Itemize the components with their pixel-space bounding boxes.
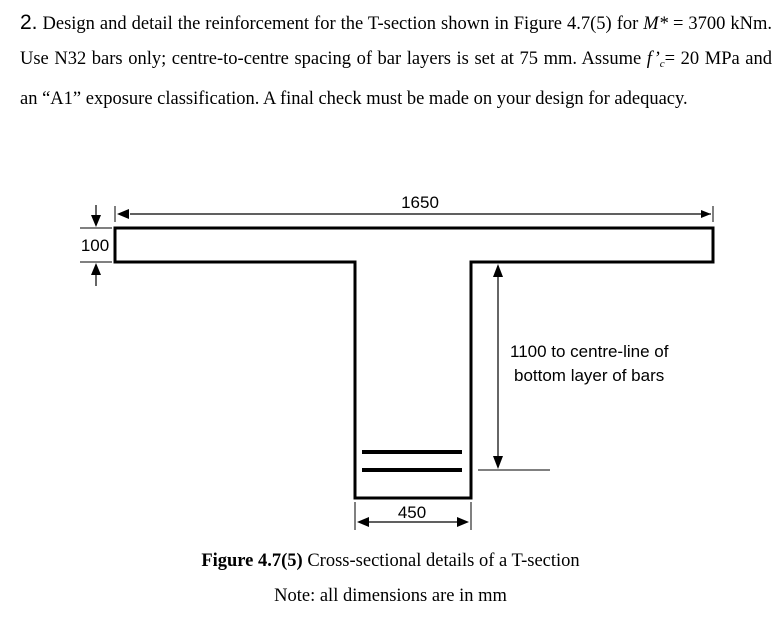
depth-note-line1: 1100 to centre-line of xyxy=(510,342,669,361)
web-width-arrow-left xyxy=(357,517,369,527)
flange-width-label: 1650 xyxy=(401,193,439,212)
flange-thk-arrow-bottom xyxy=(91,263,101,275)
figure-caption-text: Cross-sectional details of a T-section xyxy=(302,551,580,571)
depth-note-line2: bottom layer of bars xyxy=(514,366,665,385)
problem-text-b: = 3700 kNm. Use N32 bars only; centre-to-centre spacing of bar layers is set at 75 mm. Assume xyxy=(20,14,772,69)
moment-symbol: M* xyxy=(643,14,668,34)
t-section-outline xyxy=(115,228,713,498)
flange-thk-arrow-top xyxy=(91,215,101,227)
figure-note: Note: all dimensions are in mm xyxy=(274,586,507,606)
depth-arrow-bottom xyxy=(493,456,503,469)
web-width-arrow-right xyxy=(457,517,469,527)
question-number: 2. xyxy=(20,11,38,34)
figure-caption-label: Figure 4.7(5) xyxy=(201,551,303,571)
depth-arrow-top xyxy=(493,264,503,277)
problem-text-a: Design and detail the reinforcement for the T-section shown in Figure 4.7(5) for xyxy=(37,14,644,34)
problem-text-c: = 20 MPa and an “A1” exposure classification. A final check must be made on your design for adequacy. xyxy=(20,49,772,109)
fc-symbol: f’ xyxy=(646,49,660,69)
flange-width-arrow-left xyxy=(117,209,129,219)
figure-caption xyxy=(0,551,781,572)
web-width-label: 450 xyxy=(397,503,427,522)
flange-thickness-label: 100 xyxy=(80,236,110,255)
fc-subscript: c xyxy=(659,58,665,70)
